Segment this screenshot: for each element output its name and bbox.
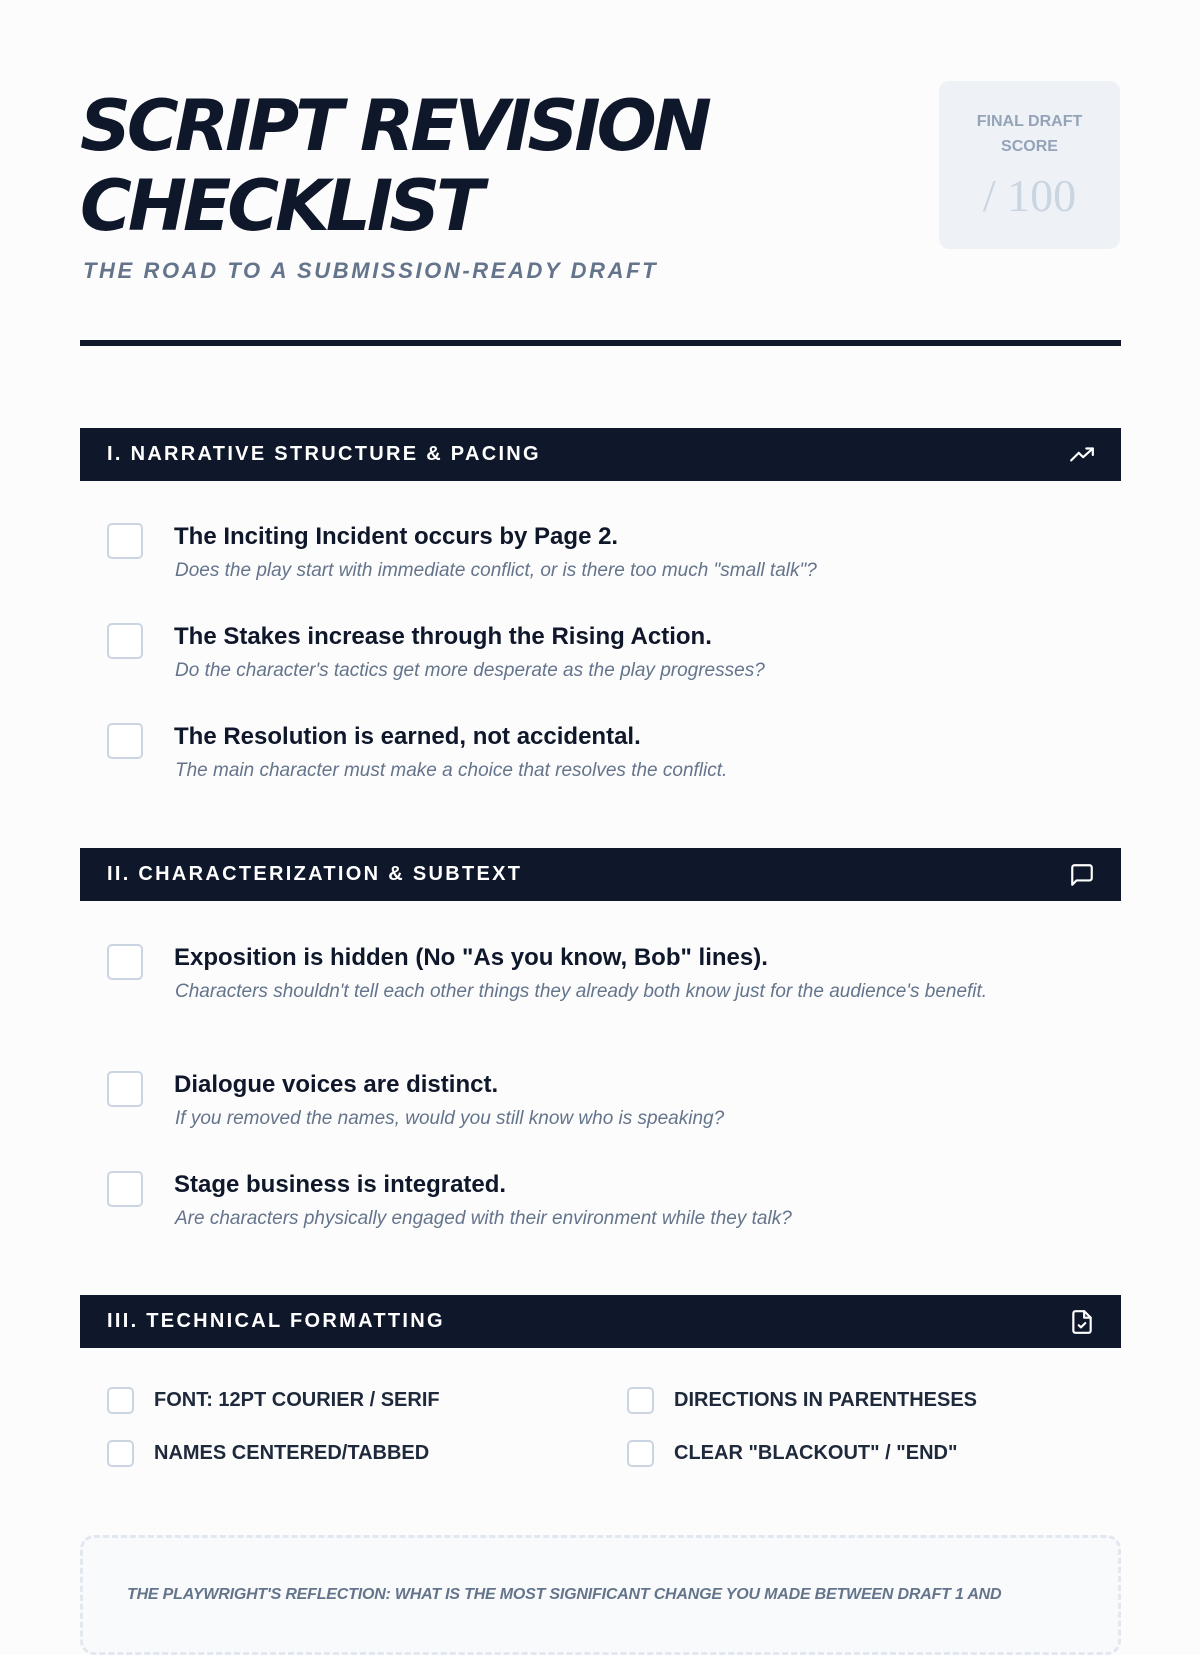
item-checkbox[interactable] <box>107 1171 143 1207</box>
item-title: Dialogue voices are distinct. <box>174 1071 499 1098</box>
item-description: If you removed the names, would you still know who is speaking? <box>175 1108 725 1129</box>
item-title: Stage business is integrated. <box>174 1171 507 1198</box>
format-check-label: CLEAR "BLACKOUT" / "END" <box>674 1442 958 1464</box>
section-header-narrative <box>80 428 1121 481</box>
section-title: III. TECHNICAL FORMATTING <box>107 1310 445 1332</box>
item-checkbox[interactable] <box>107 944 143 980</box>
file-check-icon <box>1069 1309 1095 1335</box>
item-checkbox[interactable] <box>107 523 143 559</box>
section-title: II. CHARACTERIZATION & SUBTEXT <box>107 863 523 885</box>
item-checkbox[interactable] <box>107 1387 134 1414</box>
reflection-box[interactable] <box>80 1535 1121 1655</box>
message-square-icon <box>1069 862 1095 888</box>
format-check-label: FONT: 12PT COURIER / SERIF <box>154 1389 440 1411</box>
item-checkbox[interactable] <box>107 1071 143 1107</box>
item-title: The Inciting Incident occurs by Page 2. <box>174 523 619 550</box>
item-checkbox[interactable] <box>107 1440 134 1467</box>
format-check-label: NAMES CENTERED/TABBED <box>154 1442 430 1464</box>
score-value: / 100 <box>982 170 1077 221</box>
item-title: Exposition is hidden (No "As you know, Bob" lines). <box>174 944 768 971</box>
page-title <box>80 86 708 246</box>
section-header-characterization <box>80 848 1121 901</box>
header-divider <box>80 340 1121 346</box>
page-subtitle: THE ROAD TO A SUBMISSION-READY DRAFT <box>83 258 659 283</box>
final-draft-score-box <box>939 81 1120 249</box>
section-header-formatting <box>80 1295 1121 1348</box>
reflection-prompt: THE PLAYWRIGHT'S REFLECTION: WHAT IS THE MOST SIGNIFICANT CHANGE YOU MADE BETWEEN DRAFT 1 AND <box>127 1586 1002 1603</box>
section-title: I. NARRATIVE STRUCTURE & PACING <box>107 443 541 465</box>
item-description: Are characters physically engaged with their environment while they talk? <box>175 1208 792 1229</box>
item-description: The main character must make a choice that resolves the conflict. <box>175 760 728 781</box>
item-checkbox[interactable] <box>107 623 143 659</box>
item-checkbox[interactable] <box>107 723 143 759</box>
item-checkbox[interactable] <box>627 1440 654 1467</box>
title-line-1: SCRIPT REVISION <box>80 85 708 167</box>
item-title: The Resolution is earned, not accidental. <box>174 723 641 750</box>
score-label: FINAL DRAFT SCORE <box>976 113 1083 155</box>
item-checkbox[interactable] <box>627 1387 654 1414</box>
title-line-2: CHECKLIST <box>80 165 481 247</box>
item-description: Characters shouldn't tell each other things they already both know just for the audience's benefit. <box>175 981 988 1002</box>
item-description: Do the character's tactics get more desperate as the play progresses? <box>175 660 765 681</box>
item-title: The Stakes increase through the Rising Action. <box>174 623 712 650</box>
format-check-label: DIRECTIONS IN PARENTHESES <box>674 1389 977 1411</box>
trending-up-icon <box>1069 442 1095 468</box>
item-description: Does the play start with immediate conflict, or is there too much "small talk"? <box>175 560 817 581</box>
